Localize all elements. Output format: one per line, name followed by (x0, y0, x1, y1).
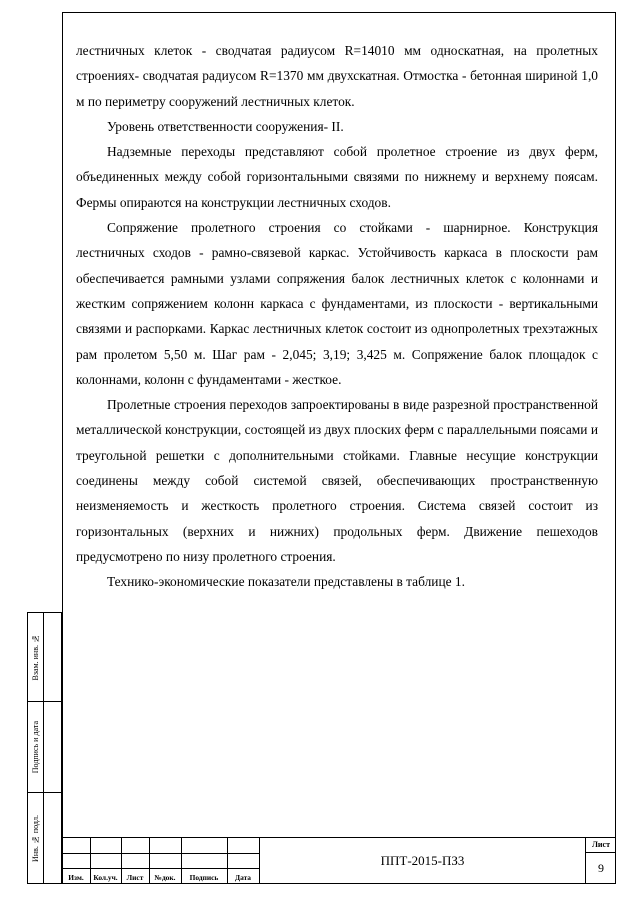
document-body (76, 38, 598, 595)
col-label-koluch: Кол.уч. (93, 873, 118, 882)
margin-label-podpis: Подпись и дата (30, 720, 40, 774)
paragraph: Технико-экономические показатели представлены в таблице 1. (107, 574, 465, 590)
margin-field-podpis (27, 701, 62, 793)
paragraph: Пролетные строения переходов запроектированы в виде разрезной пространственной металлической конструкции, состоящей из двух плоских ферм с параллельными поясами и треугольной решетки с дополнительными стойками. Главные несущие конструкции соединены между собой системой связей, обеспечивающих пространственную неизменяемость и жесткость пролетного строения. Система связей состоит из горизонтальных (верхних и нижних) продольных ферм. Движение пешеходов предусмотрено по низу пролетного строения. (76, 397, 598, 564)
paragraph: Сопряжение пролетного строения со стойками - шарнирное. Конструкция лестничных сходов - рамно-связевой каркас. Устойчивость каркаса в плоскости рам обеспечивается рамными узлами сопряжения балок лестничных клеток с колоннами и жестким сопряжением колонн каркаса с фундаментами, из плоскости - вертикальными связями и распорками. Каркас лестничных клеток состоит из однопролетных трехэтажных рам пролетом 5,50 м. Шаг рам - 2,045; 3,19; 3,425 м. Сопряжение балок площадок с колоннами, колонн с фундаментами - жесткое. (76, 220, 598, 387)
col-label-list: Лист (126, 873, 144, 882)
margin-field-inv (27, 792, 62, 884)
margin-label-vzam: Взам. инв. № (30, 633, 40, 681)
col-label-podpis: Подпись (189, 873, 219, 882)
document-number: ППТ-2015-ПЗ3 (380, 853, 465, 868)
title-block-grid (62, 838, 259, 884)
paragraph: Надземные переходы представляют собой пролетное строение из двух ферм, объединенных между собой горизонтальными связями по нижнему и верхнему поясам. Фермы опираются на конструкции лестничных сходов. (76, 144, 598, 210)
sheet-number: 9 (598, 860, 604, 875)
margin-label-inv: Инв. № подл. (30, 814, 40, 862)
margin-field-vzam (27, 612, 62, 702)
col-label-izm: Изм. (68, 873, 84, 882)
col-label-ndok: №док. (154, 873, 176, 882)
paragraph: лестничных клеток - сводчатая радиусом R=14010 мм односкатная, на пролетных строениях- сводчатая радиусом R=1370 мм двухскатная. Отмостка - бетонная шириной 1,0 м по периметру сооружений лестничных клеток. (76, 43, 598, 109)
sheet-label: Лист (591, 840, 611, 849)
title-block (62, 837, 616, 884)
col-label-data: Дата (234, 873, 251, 882)
paragraph: Уровень ответственности сооружения- II. (107, 118, 344, 134)
